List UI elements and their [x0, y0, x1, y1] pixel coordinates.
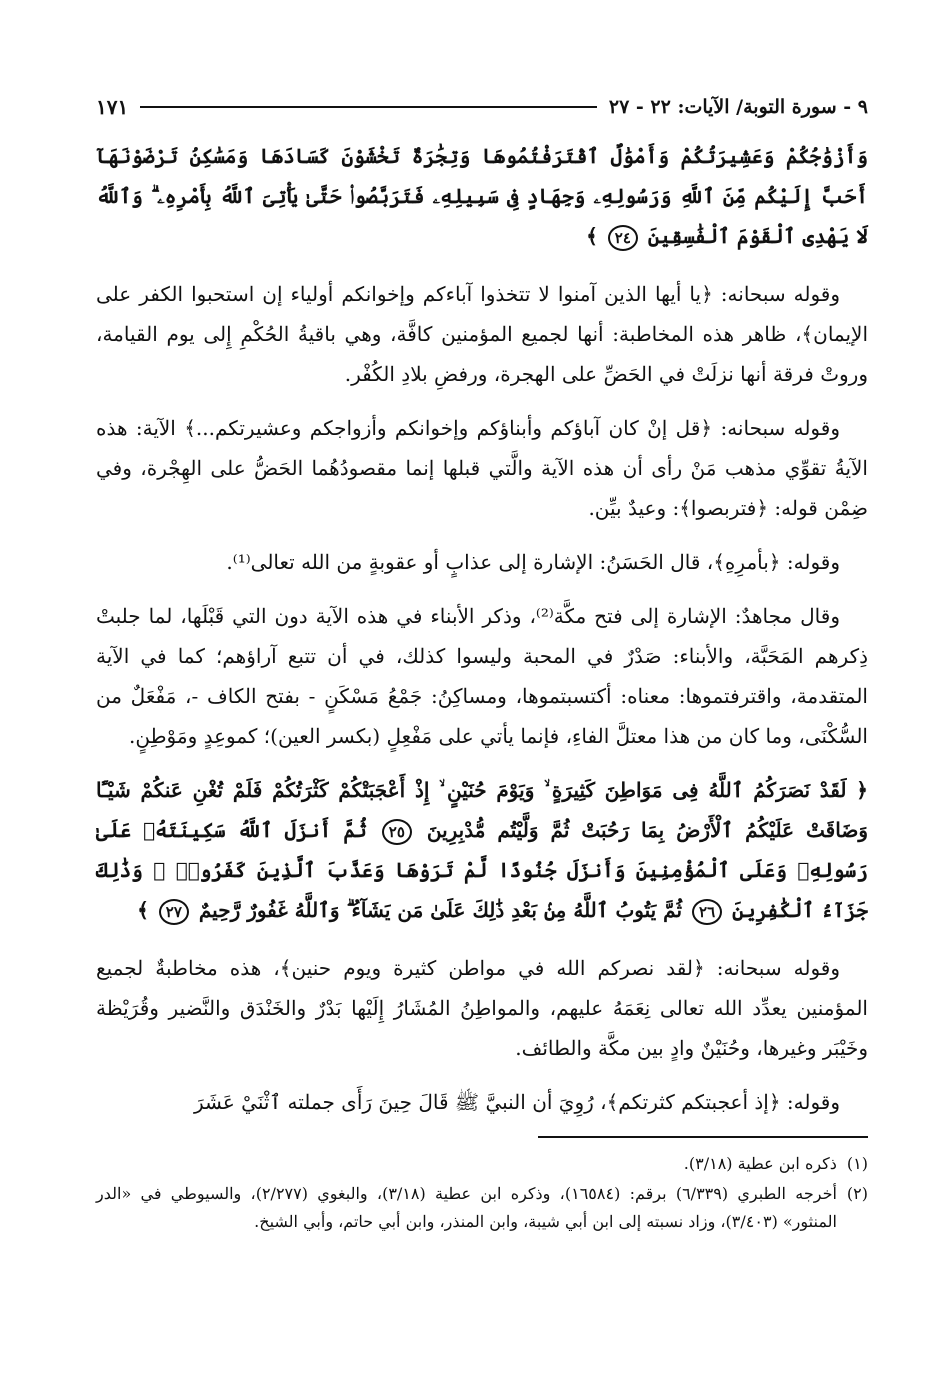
header-rule: [140, 106, 597, 108]
footnote-1: [96, 1150, 868, 1178]
footnote-number: (١): [846, 1154, 868, 1173]
book-page: [96, 92, 868, 1238]
footnotes: [96, 1150, 868, 1236]
quran-verse-block-24: [96, 136, 868, 256]
closing-bracket: ﴾: [137, 898, 149, 922]
ayah-number-marker: ٢٧: [159, 899, 189, 925]
footnote-text: ذكره ابن عطية (٣/١٨).: [683, 1154, 837, 1173]
verse-text-26: ثُمَّ أَنزَلَ ٱللَّهُ سَكِينَتَهُۥ عَلَىٰ رَسُولِهِۦ وَعَلَى ٱلْمُؤْمِنِينَ وَأَنزَلَ جُنُودًا لَّمْ تَرَوْهَا وَعَذَّبَ ٱلَّذِينَ كَفَرُوا۟ ۚ وَذَٰلِكَ جَزَآءُ ٱلْكَٰفِرِينَ: [96, 818, 868, 922]
quran-verse-block-25-27: [96, 770, 868, 930]
surah-title: ٩ - سورة التوبة/ الآيات: ٢٢ - ٢٧: [608, 96, 868, 118]
footnote-text: أخرجه الطبري (٦/٣٣٩) برقم: (١٦٥٨٤)، وذكره ابن عطية (٣/١٨)، والبغوي (٢/٢٧٧)، والسيوطي في «الدر المنثور» (٣/٤٠٣)، وزاد نسبته إلى ابن أبي شيبة، وابن المنذر، وابن أبي حاتم، وأبي الشيخ.: [96, 1184, 837, 1231]
closing-bracket: ﴾: [586, 224, 598, 248]
footnote-number: (٢): [846, 1184, 868, 1203]
running-header: [96, 92, 868, 122]
ayah-number-marker: ٢٦: [692, 899, 722, 925]
commentary-paragraph-1: وقوله سبحانه: ﴿يا أيها الذين آمنوا لا تتخذوا آباءكم وإخوانكم أولياء إن استحبوا الكفر على الإيمان﴾، ظاهر هذه المخاطبة: أنها لجميع المؤمنين كافَّة، وهي باقيةُ الحُكْمِ إِلى يوم القيامة، وروتْ فرقة أنها نزلَتْ في الحَضِّ على الهجرة، ورفضِ بلادِ الكُفْر.: [96, 282, 869, 386]
commentary-paragraph-2: وقوله سبحانه: ﴿قل إنْ كان آباؤكم وأبناؤكم وإخوانكم وأزواجكم وعشيرتكم...﴾ الآية: هذه الآيةُ تقوِّي مذهب مَنْ رأى أن هذه الآية والَّتي قبلها إنما مقصودُهُما الحَضُّ على الهِجْرة، وفي ضِمْن قوله: ﴿فتربصوا﴾: وعيدٌ بيِّن.: [96, 416, 868, 520]
ayah-number-marker: ٢٤: [608, 225, 638, 251]
commentary-paragraph-4: وقال مجاهدٌ: الإشارة إلى فتح مكَّة⁽²⁾، وذكر الأبناء في هذه الآية دون التي قَبْلَها، لما جلبتْ ذِكرهم المَحَبَّة، والأبناء: صَدْرٌ في المحبة وليسوا كذلك، في أن تتبع آراؤهم؛ كما في الآية المتقدمة، واقترفتموها: معناه: أكتسبتموها، ومساكِنُ: جَمْعُ مَسْكَنٍ - بفتح الكاف -، مَفْعَلٌ من السُّكْنَى، وما كان من هذا معتلَّ الفاءِ، فإنما يأتي على مَفْعِلٍ (بكسر العين)؛ كموعِدٍ ومَوْطِنٍ.: [96, 604, 868, 748]
ayah-number-marker: ٢٥: [382, 819, 412, 845]
footnote-separator: [538, 1136, 868, 1138]
verse-text: وَأَزْوَٰجُكُمْ وَعَشِيرَتُكُمْ وَأَمْوَٰلٌ ٱقْتَرَفْتُمُوهَا وَتِجَٰرَةٌ تَخْشَوْنَ كَسَادَهَا وَمَسَٰكِنُ تَرْضَوْنَهَآ أَحَبَّ إِلَيْكُم مِّنَ ٱللَّهِ وَرَسُولِهِۦ وَجِهَادٍ فِى سَبِيلِهِۦ فَتَرَبَّصُوا۟ حَتَّىٰ يَأْتِىَ ٱللَّهُ بِأَمْرِهِۦ ۗ وَٱللَّهُ لَا يَهْدِى ٱلْقَوْمَ ٱلْفَٰسِقِينَ: [96, 144, 868, 248]
opening-bracket: ﴿: [856, 778, 869, 802]
commentary-paragraph-5: وقوله سبحانه: ﴿لقد نصركم الله في مواطن كثيرة ويوم حنين﴾، هذه مخاطبةٌ لجميع المؤمنين يعدِّد الله تعالى نِعَمَهُ عليهم، والمواطِنُ المُشَارُ إِلَيْها بَدْرٌ والخَنْدَق والنَّضير وقُرَيْظة وخَيْبَر وغيرها، وحُنَيْنٌ وادٍ بين مكَّة والطائف.: [96, 956, 868, 1060]
verse-text-25: لَقَدْ نَصَرَكُمُ ٱللَّهُ فِى مَوَاطِنَ كَثِيرَةٍ ۙ وَيَوْمَ حُنَيْنٍ ۙ إِذْ أَعْجَبَتْكُمْ كَثْرَتُكُمْ فَلَمْ تُغْنِ عَنكُمْ شَيْـًٔا وَضَاقَتْ عَلَيْكُمُ ٱلْأَرْضُ بِمَا رَحُبَتْ ثُمَّ وَلَّيْتُم مُّدْبِرِينَ: [96, 778, 868, 842]
commentary-paragraph-6: وقوله: ﴿إذ أعجبتكم كثرتكم﴾، رُوِيَ أن النبيَّ ﷺ قَالَ حِينَ رَأَى جملته ٱثْنَيْ عَشَرَ: [194, 1090, 840, 1114]
footnote-2: [96, 1180, 868, 1236]
verse-text-27: ثُمَّ يَتُوبُ ٱللَّهُ مِنۢ بَعْدِ ذَٰلِكَ عَلَىٰ مَن يَشَآءُ ۗ وَٱللَّهُ غَفُورٌ رَّحِيمٌ: [198, 898, 683, 922]
commentary-paragraph-3: وقوله: ﴿بأمرِهِ﴾، قال الحَسَنُ: الإشارة إلى عذابٍ أو عقوبةٍ من الله تعالى⁽¹⁾.: [226, 550, 840, 574]
page-number: ١٧١: [96, 95, 129, 119]
